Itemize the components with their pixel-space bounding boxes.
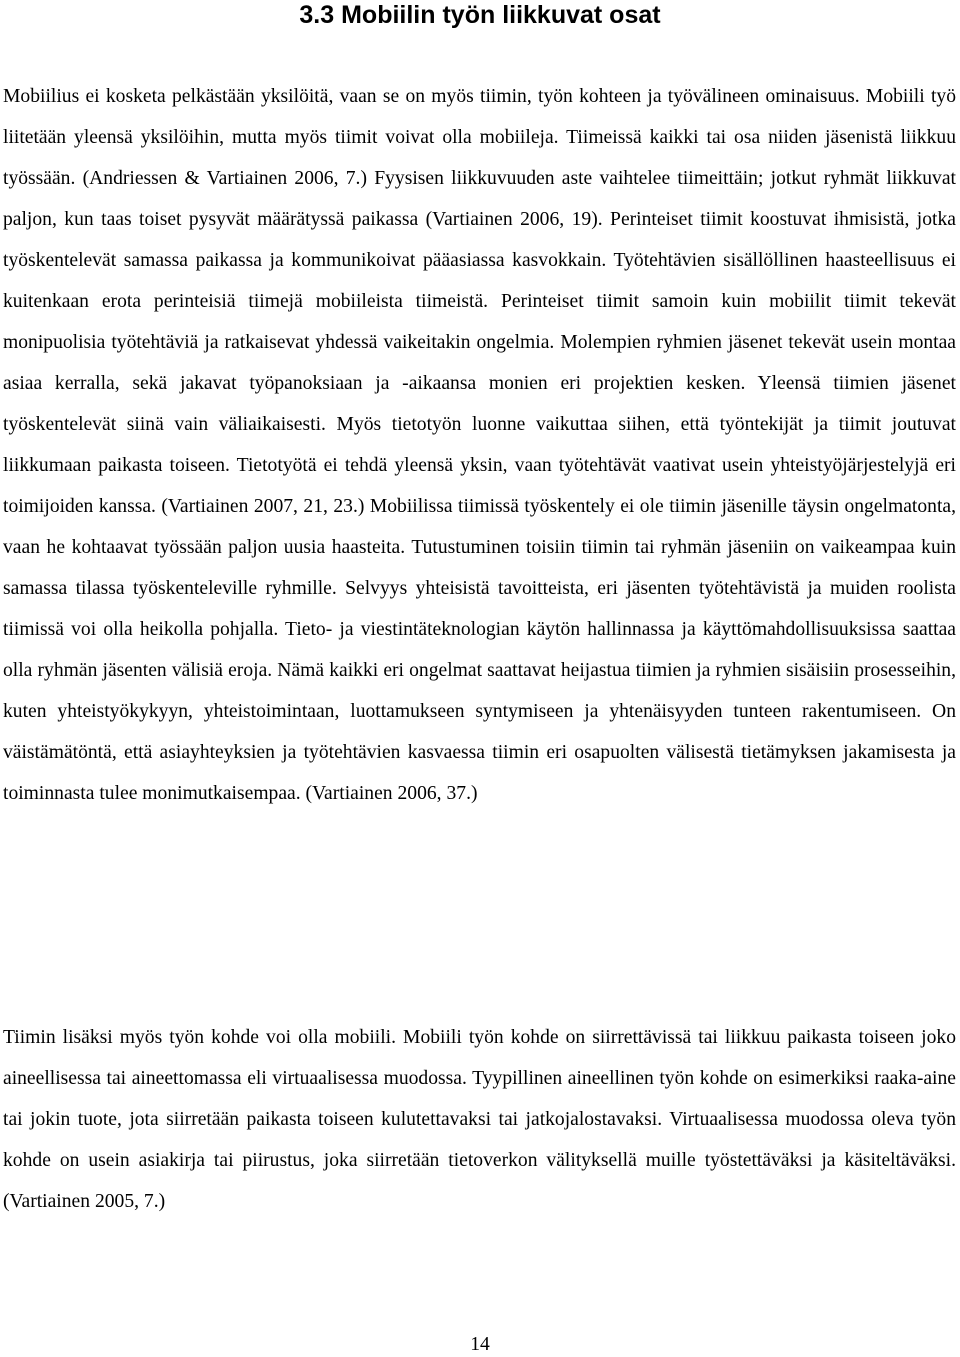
body-paragraph-1: Mobiilius ei kosketa pelkästään yksilöitä, vaan se on myös tiimin, työn kohteen ja työvälineen ominaisuus. Mobiili työ liitetään yleensä yksilöihin, mutta myös tiimit voivat olla mobiileja. Tiimeissä kaikki tai osa niiden jäsenistä liikkuu työssään. (Andriessen & Vartiainen 2006, 7.) Fyysisen liikkuvuuden aste vaihtelee tiimeittäin; jotkut ryhmät liikkuvat paljon, kun taas toiset pysyvät määrätyssä paikassa (Vartiainen 2006, 19). Perinteiset tiimit koostuvat ihmisistä, jotka työskentelevät samassa paikassa ja kommunikoivat pääasiassa kasvokkain. Työtehtävien sisällöllinen haasteellisuus ei kuitenkaan erota perinteisiä tiimejä mobiileista tiimeistä. Perinteiset tiimit samoin kuin mobiilit tiimit tekevät monipuolisia työtehtäviä ja ratkaisevat yhdessä vaikeitakin ongelmia. Molempien ryhmien jäsenet tekevät usein montaa asiaa kerralla, sekä jakavat työpanoksiaan ja -aikaansa monien eri projektien kesken. Yleensä tiimien jäsenet työskentelevät siinä vain väliaikaisesti. Myös tietotyön luonne vaikuttaa siihen, että työntekijät ja tiimit joutuvat liikkumaan paikasta toiseen. Tietotyötä ei tehdä yleensä yksin, vaan työtehtävät vaativat usein yhteistyöjärjestelyjä eri toimijoiden kanssa. (Vartiainen 2007, 21, 23.) Mobiilissa tiimissä työskentely ei ole tiimin jäsenille täysin ongelmatonta, vaan he kohtaavat työssään paljon uusia haasteita. Tutustuminen toisiin tiimin tai ryhmän jäseniin on vaikeampaa kuin samassa tilassa työskenteleville ryhmille. Selvyys yhteisistä tavoitteista, eri jäsenten työtehtävistä ja muiden roolista tiimissä voi olla heikolla pohjalla. Tieto- ja viestintäteknologian käytön hallinnassa ja käyttömahdollisuuksissa saattaa olla ryhmän jäsenten välisiä eroja. Nämä kaikki eri ongelmat saattavat heijastua tiimien ja ryhmien sisäisiin prosesseihin, kuten yhteistyökykyyn, yhteistoimintaan, luottamukseen syntymiseen ja yhtenäisyyden tunteen rakentumiseen. On väistämätöntä, että asiayhteyksien ja työtehtävien kasvaessa tiimin eri osapuolten välisestä tietämyksen jakamisesta ja toiminnasta tulee monimutkaisempaa. (Vartiainen 2006, 37.) (3, 86, 956, 804)
section-heading: 3.3 Mobiilin työn liikkuvat osat (299, 1, 661, 29)
body-paragraph-2: Tiimin lisäksi myös työn kohde voi olla mobiili. Mobiili työn kohde on siirrettävissä tai liikkuu paikasta toiseen joko aineellisessa tai aineettomassa eli virtuaalisessa muodossa. Tyypillinen aineellinen työn kohde on esimerkiksi raaka-aine tai jokin tuote, jota siirretään paikasta toiseen kulutettavaksi tai jatkojalostavaksi. Virtuaalisessa muodossa oleva työn kohde on usein asiakirja tai piirustus, joka siirretään tietoverkon välityksellä muille työstettäväksi ja käsiteltäväksi. (Vartiainen 2005, 7.) (3, 1027, 956, 1212)
page-number: 14 (470, 1334, 490, 1355)
